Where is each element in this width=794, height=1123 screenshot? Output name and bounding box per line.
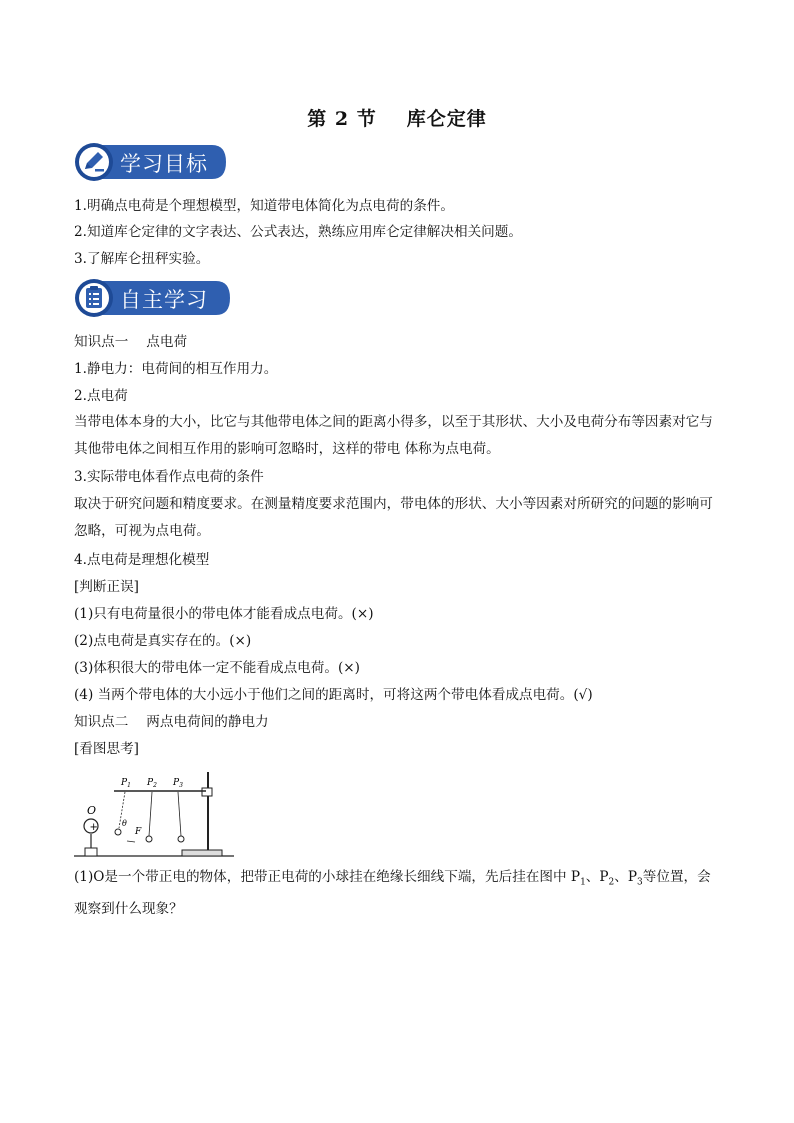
- k1-item-1: 1.静电力：电荷间的相互作用力。: [74, 361, 278, 377]
- k1-item-3: 3.实际带电体看作点电荷的条件: [74, 469, 264, 485]
- label-p3: $P_3$: [173, 778, 183, 789]
- page-title: [0, 104, 794, 131]
- clipboard-list-icon: [86, 286, 102, 308]
- banner-self-study: [74, 278, 234, 318]
- objective-3: 3.了解库仑扭秤实验。: [74, 251, 210, 267]
- section-name: 库仑定律: [406, 108, 487, 130]
- k1-item-3-text: 取决于研究问题和精度要求。在测量精度要求范围内，带电体的形状、大小等因素对所研究的问题的影响可忽略，可视为点电荷。: [74, 496, 713, 539]
- judge-heading: [判断正误]: [74, 579, 139, 595]
- label-o: O: [87, 804, 97, 817]
- plus-sign: +: [89, 822, 98, 833]
- coulomb-pendulum-figure: [74, 768, 244, 864]
- banner-label: 学习目标: [120, 152, 208, 176]
- knowledge-point-1-heading: 知识点一 点电荷: [74, 334, 188, 350]
- k1-item-4: 4.点电荷是理想化模型: [74, 552, 210, 568]
- knowledge-point-2-heading: 知识点二 两点电荷间的静电力: [74, 714, 269, 730]
- banner-learning-objectives: [74, 142, 230, 182]
- judge-item-3: (3)体积很大的带电体一定不能看成点电荷。(×): [74, 660, 360, 676]
- k1-item-2-text: 当带电体本身的大小，比它与其他带电体之间的距离小得多，以至于其形状、大小及电荷分布等因素对它与其他带电体之间相互作用的影响可忽略时，这样的带电 体称为点电荷。: [74, 414, 713, 457]
- label-theta: θ: [122, 819, 127, 828]
- objective-1: 1.明确点电荷是个理想模型，知道带电体简化为点电荷的条件。: [74, 198, 454, 214]
- question-1: (1)O是一个带正电的物体，把带正电荷的小球挂在绝缘长细线下端，先后挂在图中 $P_1$、$P_2$、$P_3$等位置，会观察到什么现象？: [74, 869, 711, 918]
- banner-label: 自主学习: [120, 288, 208, 312]
- label-p1: $P_1$: [121, 778, 131, 789]
- judge-item-1: (1)只有电荷量很小的带电体才能看成点电荷。(×): [74, 606, 374, 622]
- judge-item-2: (2)点电荷是真实存在的。(×): [74, 633, 252, 649]
- judge-item-4: (4) 当两个带电体的大小远小于他们之间的距离时，可将这两个带电体看成点电荷。(√): [74, 687, 593, 703]
- label-f: F: [135, 827, 142, 837]
- k1-item-2: 2.点电荷: [74, 388, 128, 404]
- think-heading: [看图思考]: [74, 741, 139, 757]
- objective-2: 2.知道库仑定律的文字表达、公式表达，熟练应用库仑定律解决相关问题。: [74, 224, 522, 240]
- section-number: 第 2 节: [307, 108, 377, 130]
- pendulum-diagram: [74, 768, 244, 860]
- label-p2: $P_2$: [147, 778, 157, 789]
